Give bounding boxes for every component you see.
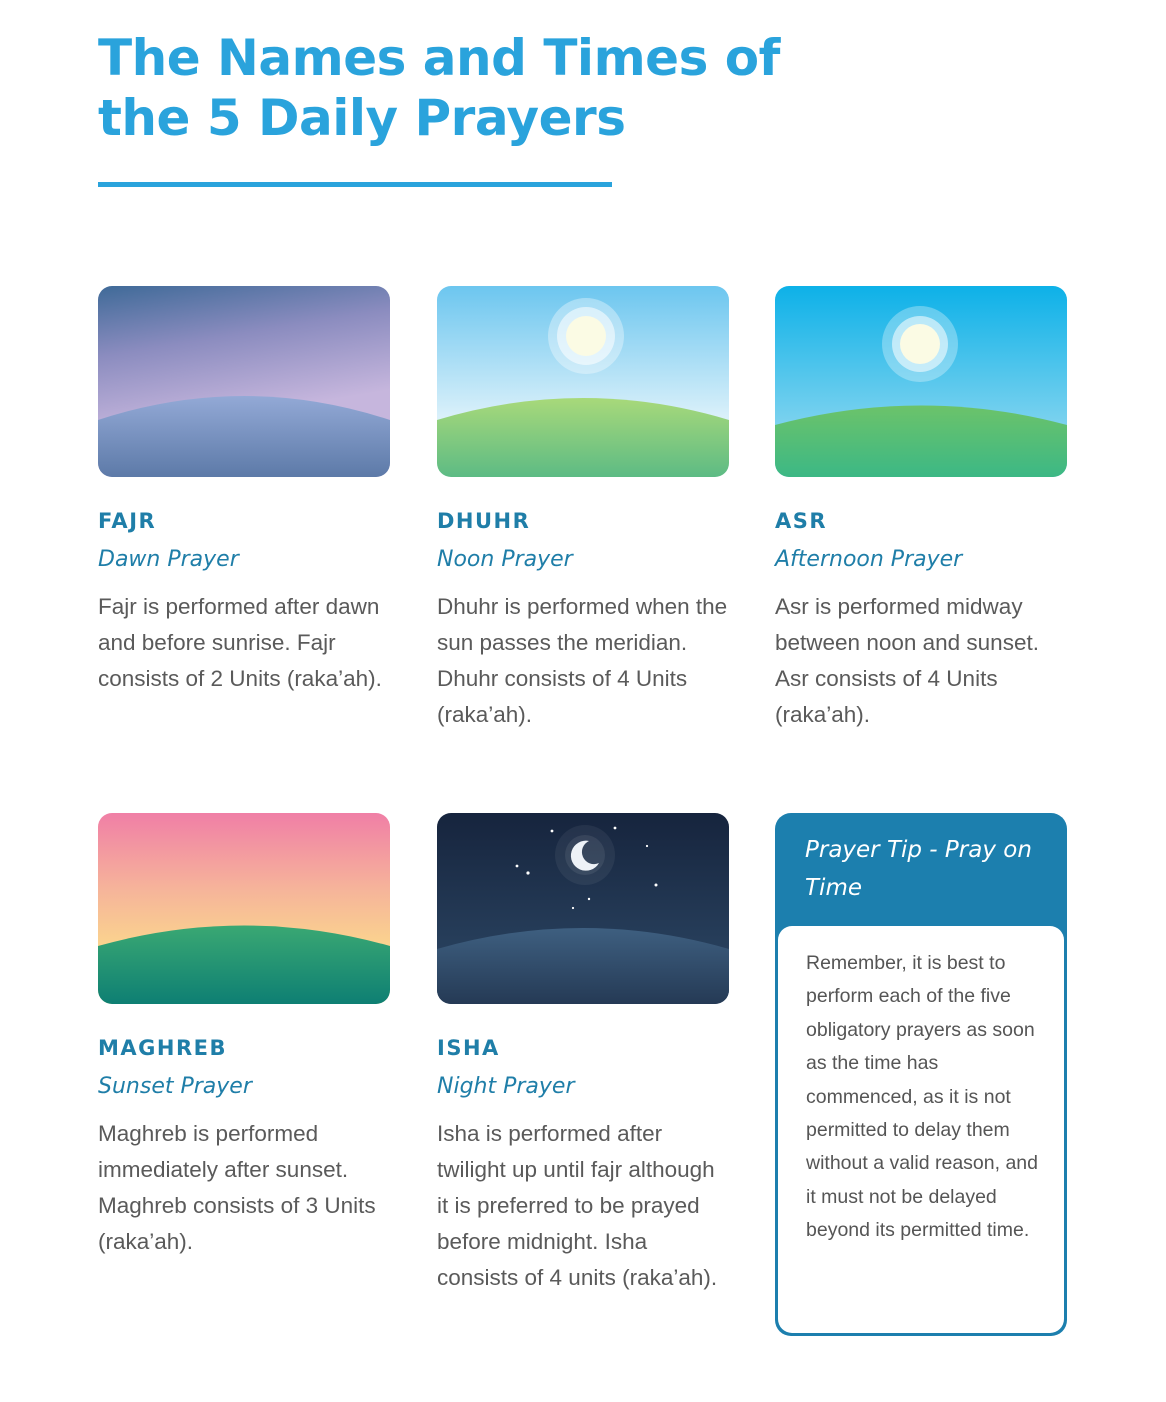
- prayer-card-maghreb: [98, 813, 390, 1260]
- night-moon-landscape-image: [437, 813, 729, 1004]
- prayer-subtitle: Noon Prayer: [437, 547, 573, 572]
- prayer-card-asr: [775, 286, 1067, 733]
- prayer-description: Isha is performed after twilight up until fajr although it is preferred to be prayed before midnight. Isha consists of 4 units (raka’ah).: [437, 1121, 718, 1290]
- prayer-card-dhuhr: [437, 286, 729, 733]
- noon-sun-landscape-image: [437, 286, 729, 477]
- prayer-name: ISHA: [437, 1036, 500, 1060]
- prayer-subtitle: Sunset Prayer: [98, 1074, 252, 1099]
- afternoon-sun-landscape-image: [775, 286, 1067, 477]
- prayer-name: MAGHREB: [98, 1036, 227, 1060]
- prayer-description: Asr is performed midway between noon and sunset. Asr consists of 4 Units (raka’ah).: [775, 594, 1039, 727]
- prayer-subtitle: Afternoon Prayer: [775, 547, 963, 572]
- page-title-line-2: the 5 Daily Prayers: [98, 89, 626, 147]
- prayer-description: Fajr is performed after dawn and before sunrise. Fajr consists of 2 Units (raka’ah).: [98, 594, 382, 691]
- prayer-card-fajr: [98, 286, 390, 697]
- prayer-tip-title: Prayer Tip - Pray on Time: [805, 837, 1032, 901]
- prayer-description: Maghreb is performed immediately after sunset. Maghreb consists of 3 Units (raka’ah).: [98, 1121, 376, 1254]
- prayer-description: Dhuhr is performed when the sun passes the meridian. Dhuhr consists of 4 Units (raka’ah).: [437, 594, 728, 727]
- title-underline: [98, 182, 612, 187]
- sunset-landscape-image: [98, 813, 390, 1004]
- page-title: [98, 28, 780, 148]
- prayer-tip-box: [775, 813, 1067, 1336]
- dawn-landscape-image: [98, 286, 390, 477]
- prayer-name: FAJR: [98, 509, 157, 533]
- prayer-card-isha: [437, 813, 729, 1296]
- prayer-subtitle: Night Prayer: [437, 1074, 575, 1099]
- prayer-subtitle: Dawn Prayer: [98, 547, 239, 572]
- prayer-tip-body: [778, 926, 1064, 1333]
- prayer-name: ASR: [775, 509, 828, 533]
- page-title-line-1: The Names and Times of: [98, 29, 780, 87]
- prayer-name: DHUHR: [437, 509, 531, 533]
- prayer-tip-text: Remember, it is best to perform each of the five obligatory prayers as soon as the time has commenced, as it is not permitted to delay them without a valid reason, and it must not be delayed beyond its permitted time.: [806, 952, 1038, 1242]
